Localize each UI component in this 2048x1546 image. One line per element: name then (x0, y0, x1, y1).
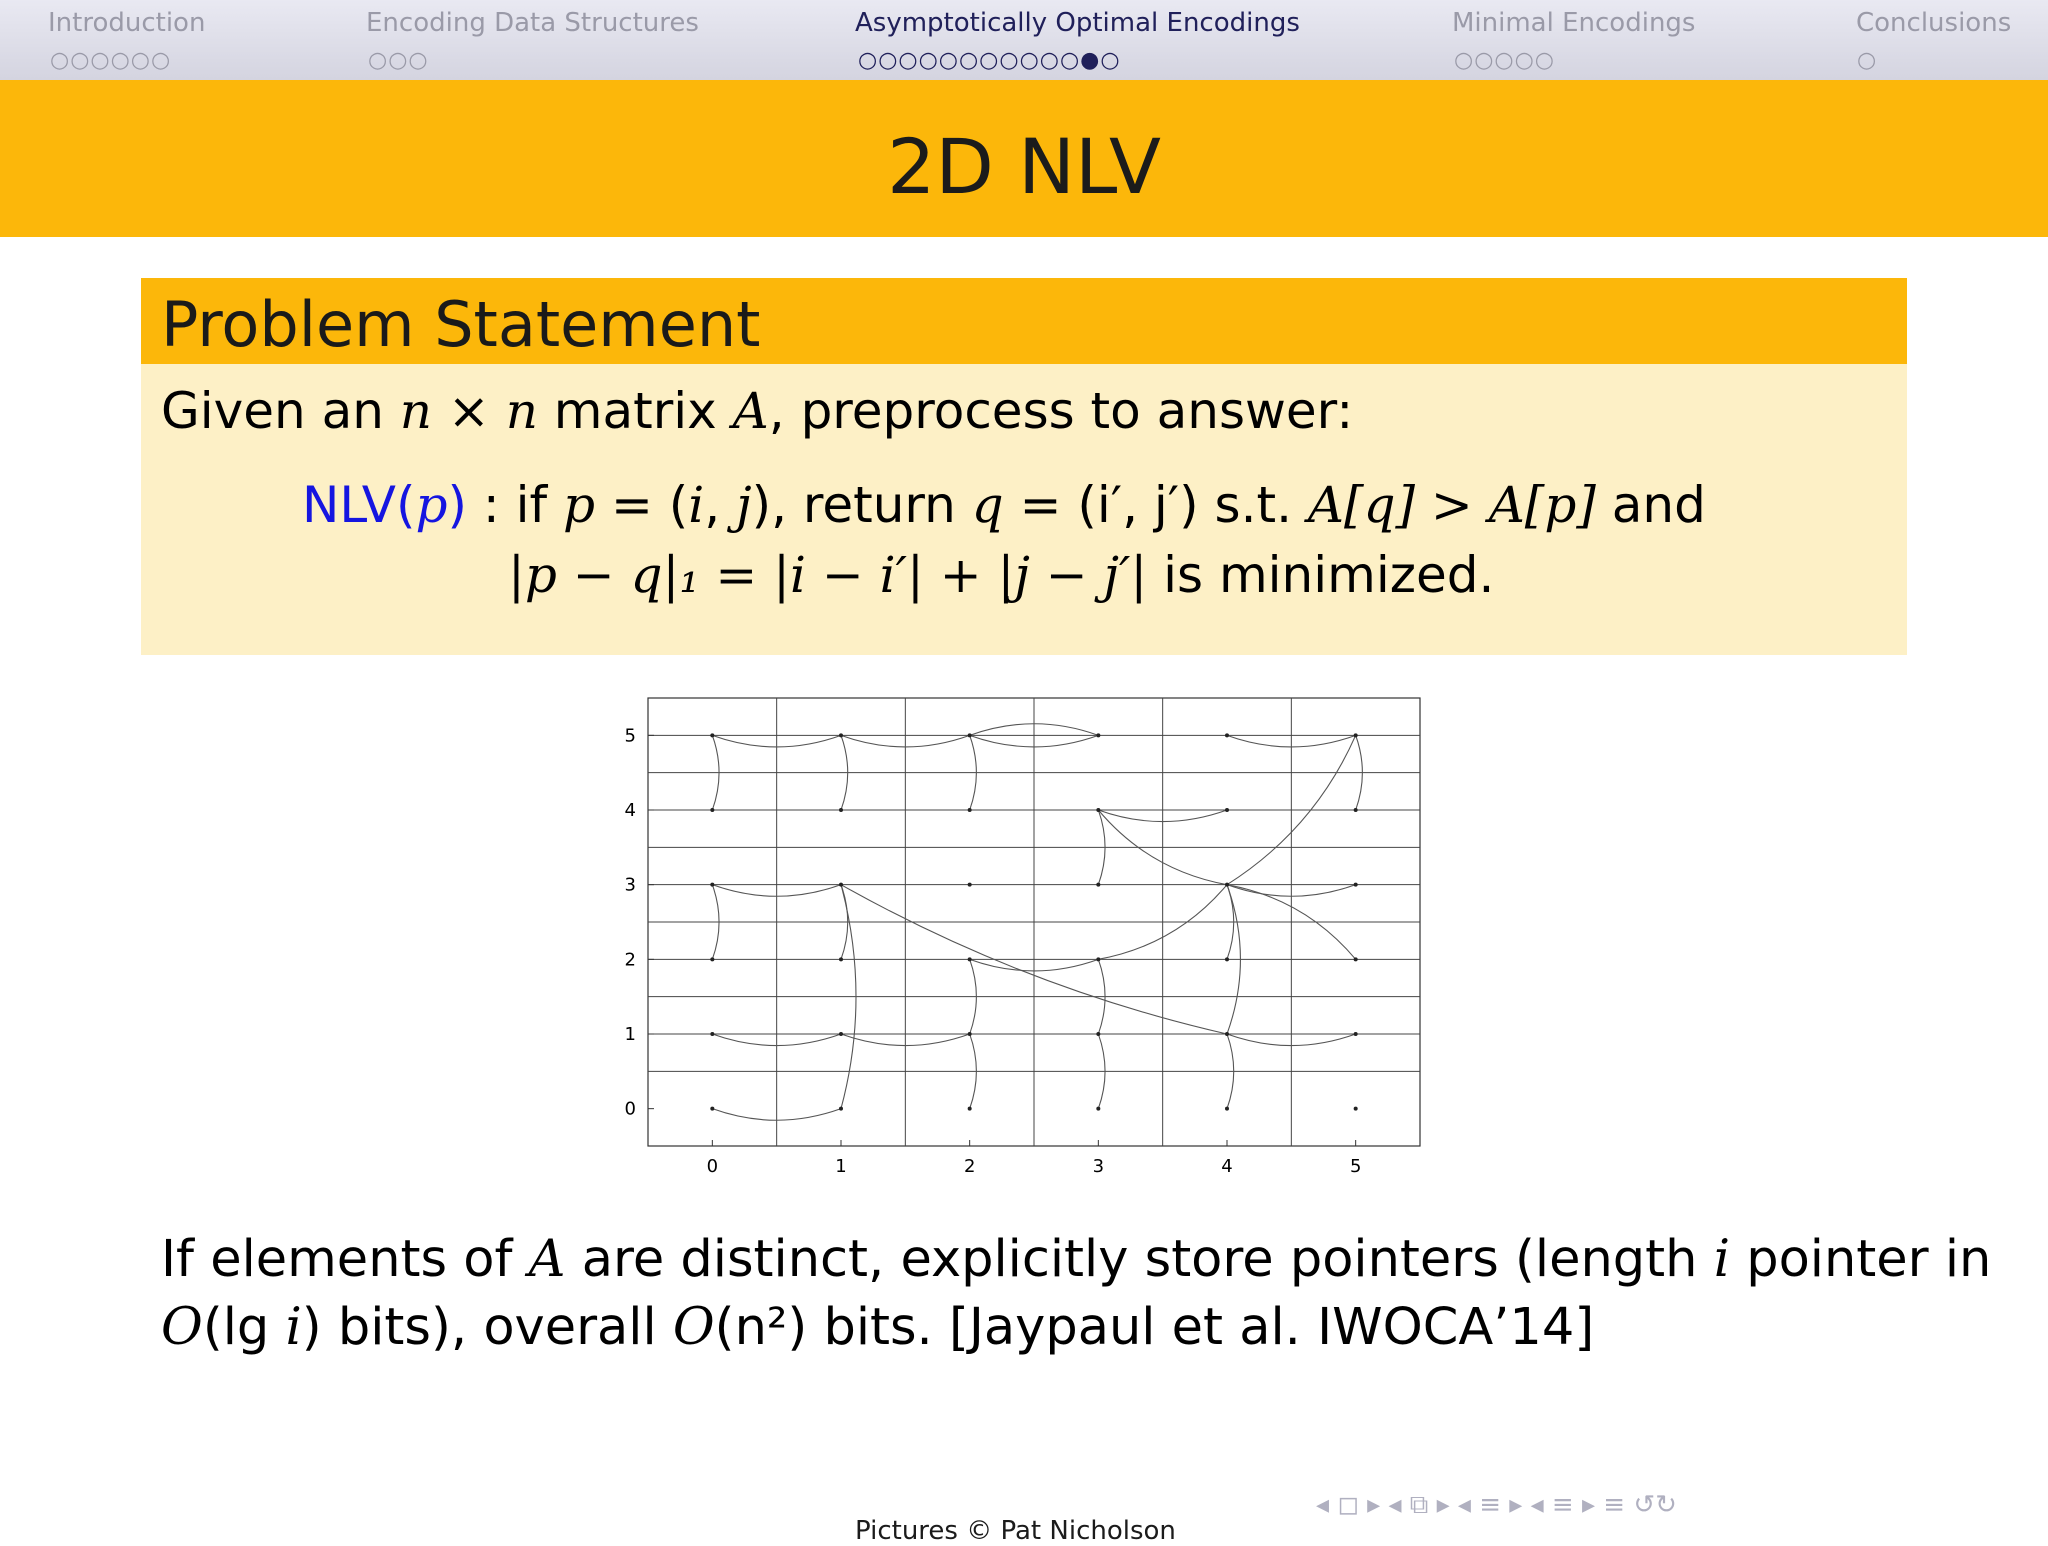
matrix-cell-point (839, 1032, 843, 1036)
x-tick-label: 1 (835, 1156, 847, 1177)
matrix-cell-point (1354, 957, 1358, 961)
frame-title: 2D NLV (887, 122, 1161, 211)
nav-section-encoding[interactable]: Encoding Data Structures (366, 8, 699, 38)
x-tick-label: 0 (706, 1156, 719, 1177)
block-title: Problem Statement (161, 288, 761, 361)
footer-credit: Pictures © Pat Nicholson (855, 1516, 1176, 1546)
nav-dots-minimal[interactable]: ○○○○○ (1454, 48, 1555, 73)
navigation-bar (0, 0, 2048, 80)
matrix-cell-point (839, 883, 843, 887)
bottom-line-1: If elements of A are distinct, explicitly store pointers (length i pointer in (161, 1230, 1992, 1289)
matrix-cell-point (710, 1032, 714, 1036)
x-tick-label: 5 (1349, 1156, 1362, 1177)
nlv-pointer-chart (600, 680, 1450, 1200)
x-tick-label: 4 (1221, 1156, 1233, 1177)
nlv-query: NLV( (302, 476, 416, 534)
matrix-cell-point (1096, 808, 1100, 812)
matrix-cell-point (1096, 957, 1100, 961)
matrix-cell-point (968, 883, 972, 887)
matrix-cell-point (968, 1032, 972, 1036)
matrix-cell-point (1225, 1107, 1229, 1111)
nav-dots-encoding[interactable]: ○○○ (368, 48, 429, 73)
y-tick-label: 1 (624, 1024, 636, 1045)
matrix-cell-point (1096, 1032, 1100, 1036)
matrix-cell-point (1096, 883, 1100, 887)
nav-section-asymptotic[interactable]: Asymptotically Optimal Encodings (855, 8, 1300, 38)
matrix-cell-point (710, 957, 714, 961)
beamer-navigation-icons[interactable]: ◂ ◻ ▸ ◂ ⧉ ▸ ◂ ≡ ▸ ◂ ≡ ▸ ≡ ↺↻ (1316, 1490, 1677, 1520)
matrix-cell-point (710, 808, 714, 812)
nav-dots-asymptotic[interactable]: ○○○○○○○○○○○●○ (858, 48, 1121, 73)
matrix-cell-point (1225, 733, 1229, 737)
matrix-cell-point (968, 1107, 972, 1111)
matrix-cell-point (710, 1107, 714, 1111)
matrix-cell-point (1225, 808, 1229, 812)
matrix-cell-point (710, 883, 714, 887)
problem-line-1: Given an n × n matrix A, preprocess to answer: (161, 382, 1354, 440)
y-tick-label: 4 (624, 800, 636, 821)
matrix-cell-point (1225, 1032, 1229, 1036)
matrix-cell-point (1096, 733, 1100, 737)
matrix-cell-point (839, 957, 843, 961)
matrix-cell-point (1354, 883, 1358, 887)
matrix-cell-point (968, 957, 972, 961)
matrix-cell-point (968, 808, 972, 812)
matrix-cell-point (839, 808, 843, 812)
matrix-cell-point (1354, 733, 1358, 737)
matrix-cell-point (710, 733, 714, 737)
y-tick-label: 0 (624, 1098, 636, 1120)
matrix-cell-point (1096, 1107, 1100, 1111)
nav-section-introduction[interactable]: Introduction (48, 8, 206, 38)
y-tick-label: 2 (624, 949, 636, 971)
x-tick-label: 3 (1092, 1156, 1105, 1177)
problem-line-3: |p − q|₁ = |i − i′| + |j − j′| is minimized. (508, 546, 1495, 604)
problem-line-2: NLV(p) : if p = (i, j), return q = (i′, j′) s.t. A[q] > A[p] and (302, 476, 1706, 534)
y-tick-label: 5 (624, 725, 636, 747)
matrix-cell-point (968, 733, 972, 737)
block-header (141, 278, 1907, 364)
matrix-cell-point (1225, 883, 1229, 887)
matrix-cell-point (1354, 1032, 1358, 1036)
nav-dots-introduction[interactable]: ○○○○○○ (50, 48, 172, 73)
matrix-cell-point (839, 1107, 843, 1111)
matrix-cell-point (1225, 957, 1229, 961)
nav-section-conclusions[interactable]: Conclusions (1856, 8, 2012, 38)
matrix-cell-point (1354, 1107, 1358, 1111)
bottom-line-2: O(lg i) bits), overall O(n²) bits. [Jaypaul et al. IWOCA’14] (161, 1298, 1595, 1357)
x-tick-label: 2 (963, 1156, 976, 1177)
matrix-cell-point (1354, 808, 1358, 812)
matrix-cell-point (839, 733, 843, 737)
nav-dots-conclusions[interactable]: ○ (1857, 48, 1878, 73)
nav-section-minimal[interactable]: Minimal Encodings (1452, 8, 1696, 38)
y-tick-label: 3 (624, 874, 636, 896)
